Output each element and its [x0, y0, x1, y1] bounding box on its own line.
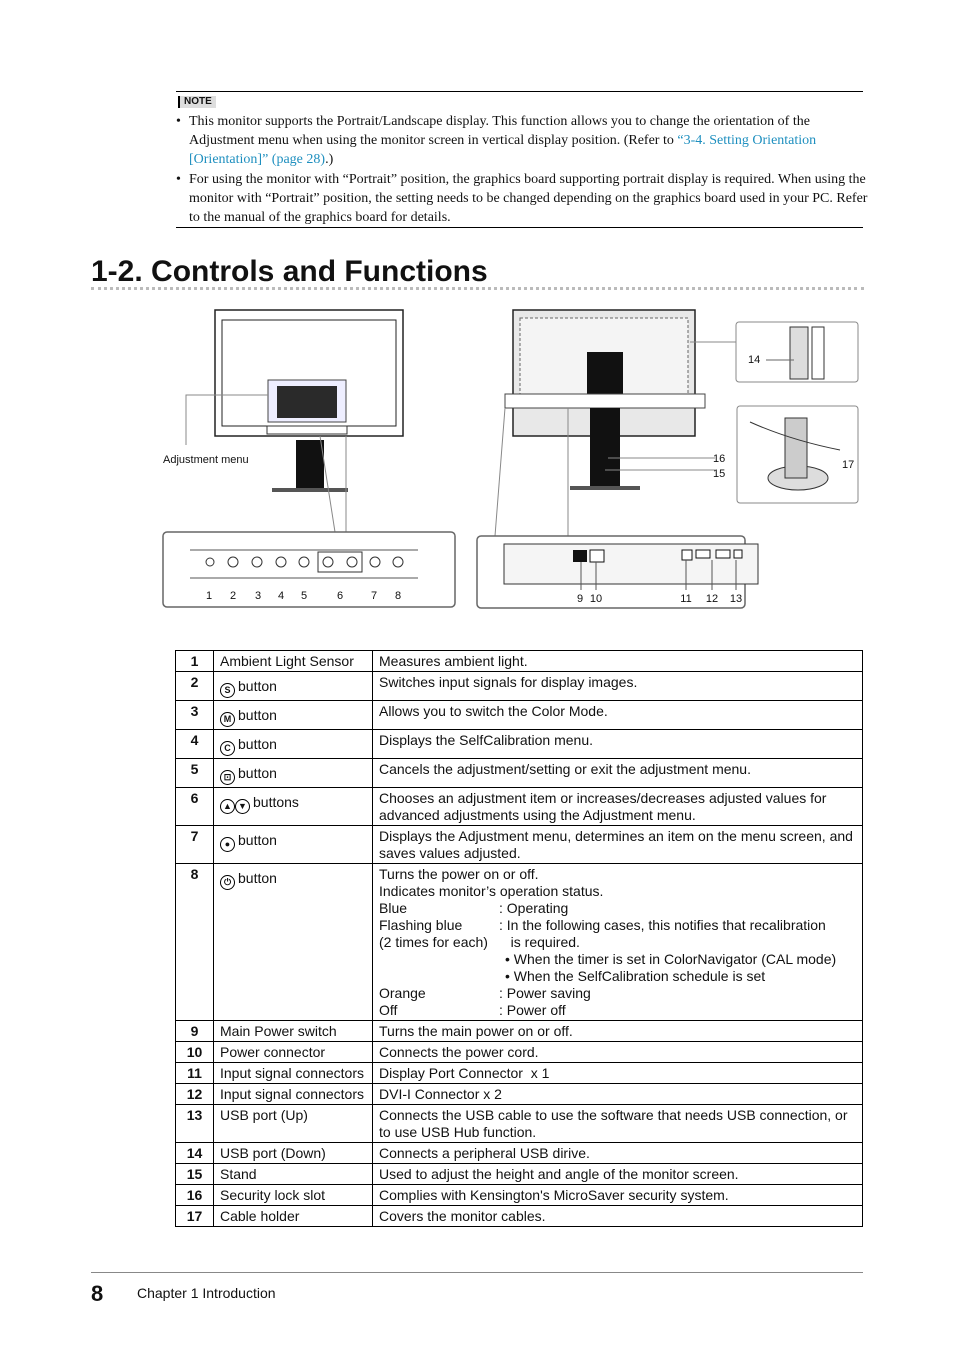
page-number: 8 — [91, 1281, 104, 1306]
heading-dotted-rule — [91, 283, 864, 290]
row-desc: Complies with Kensington's MicroSaver security system. — [373, 1185, 863, 1206]
status-value: • When the SelfCalibration schedule is set — [505, 968, 766, 984]
row-name: Input signal connectors — [214, 1063, 373, 1084]
row-desc: Switches input signals for display images. — [373, 672, 863, 701]
callout-10: 10 — [589, 593, 603, 605]
row-name: button — [238, 870, 277, 886]
row-name: Security lock slot — [214, 1185, 373, 1206]
row-name: USB port (Down) — [214, 1143, 373, 1164]
row-desc: DVI-I Connector x 2 — [373, 1084, 863, 1105]
power-desc-line-2: Indicates monitor’s operation status. — [379, 883, 604, 899]
table-row — [176, 672, 863, 701]
row-desc: Connects a peripheral USB dirive. — [373, 1143, 863, 1164]
table-row — [176, 1063, 863, 1084]
note-item-1 — [176, 112, 869, 169]
row-name: Stand — [214, 1164, 373, 1185]
row-name-cell — [214, 788, 373, 826]
rear-connector-panel — [477, 536, 758, 608]
c-button-icon: C — [220, 741, 235, 756]
status-key — [379, 951, 499, 968]
row-num: 11 — [176, 1063, 214, 1084]
row-desc: Allows you to switch the Color Mode. — [373, 701, 863, 730]
row-name-cell — [214, 730, 373, 759]
status-value: is required. — [499, 934, 580, 950]
callout-8: 8 — [394, 590, 402, 602]
row-num: 2 — [176, 672, 214, 701]
callout-4: 4 — [277, 590, 285, 602]
row-num: 10 — [176, 1042, 214, 1063]
s-button-icon — [228, 557, 238, 567]
row-name-cell — [214, 672, 373, 701]
table-row — [176, 1042, 863, 1063]
up-button-icon: ▲ — [220, 799, 235, 814]
row-num: 17 — [176, 1206, 214, 1227]
status-key: Blue — [379, 900, 408, 916]
section-heading: 1-2. Controls and Functions — [91, 255, 488, 288]
table-row — [176, 730, 863, 759]
enter-button-icon — [370, 557, 380, 567]
row-name: button — [238, 765, 277, 781]
status-key: (2 times for each) — [379, 934, 488, 950]
row-desc: Cancels the adjustment/setting or exit the adjustment menu. — [373, 759, 863, 788]
table-row — [176, 1185, 863, 1206]
power-status-list — [379, 900, 856, 1019]
row-name-cell — [214, 701, 373, 730]
power-connector-icon — [590, 550, 604, 562]
table-row — [176, 1164, 863, 1185]
row-name-cell — [214, 864, 373, 1021]
power-button-icon — [393, 557, 403, 567]
rear-monitor-drawing — [505, 310, 705, 490]
row-num: 13 — [176, 1105, 214, 1143]
row-name: button — [238, 707, 277, 723]
callout-16: 16 — [713, 453, 726, 465]
row-desc: Displays the SelfCalibration menu. — [373, 730, 863, 759]
status-value: : Power saving — [499, 985, 591, 1001]
m-button-icon: M — [220, 712, 235, 727]
row-num: 8 — [176, 864, 214, 1021]
callout-3: 3 — [254, 590, 262, 602]
table-row — [176, 1084, 863, 1105]
callout-9: 9 — [576, 593, 584, 605]
row-desc: Used to adjust the height and angle of the monitor screen. — [373, 1164, 863, 1185]
note-item-1-end: .) — [325, 152, 334, 167]
table-row — [176, 864, 863, 1021]
callout-13: 13 — [729, 593, 743, 605]
controls-figure — [150, 300, 870, 615]
status-value: : In the following cases, this notifies that recalibration — [499, 917, 826, 933]
down-button-icon — [347, 557, 357, 567]
controls-table — [175, 650, 863, 1227]
row-name: Ambient Light Sensor — [214, 651, 373, 672]
table-row — [176, 788, 863, 826]
status-value: : Operating — [499, 900, 569, 916]
status-value: • When the timer is set in ColorNavigator (CAL mode) — [505, 951, 837, 967]
row-num: 3 — [176, 701, 214, 730]
status-key: Off — [379, 1002, 398, 1018]
row-desc: Display Port Connector x 1 — [373, 1063, 863, 1084]
note-box — [176, 91, 868, 228]
row-desc: Measures ambient light. — [373, 651, 863, 672]
power-button-icon: ⏻ — [220, 875, 235, 890]
row-num: 1 — [176, 651, 214, 672]
row-num: 9 — [176, 1021, 214, 1042]
status-value: : Power off — [499, 1002, 566, 1018]
row-num: 7 — [176, 826, 214, 864]
row-num: 5 — [176, 759, 214, 788]
table-row — [176, 651, 863, 672]
power-desc-line-1: Turns the power on or off. — [379, 866, 539, 882]
row-name: buttons — [253, 794, 299, 810]
row-name: Power connector — [214, 1042, 373, 1063]
row-num: 16 — [176, 1185, 214, 1206]
row-num: 14 — [176, 1143, 214, 1164]
table-row — [176, 826, 863, 864]
row-desc: Covers the monitor cables. — [373, 1206, 863, 1227]
status-key — [379, 968, 499, 985]
row-desc: Connects the power cord. — [373, 1042, 863, 1063]
callout-11: 11 — [680, 593, 692, 605]
row-num: 15 — [176, 1164, 214, 1185]
callout-2: 2 — [229, 590, 237, 602]
front-button-panel — [163, 532, 455, 607]
row-desc: Displays the Adjustment menu, determines an item on the menu screen, and saves values adjusted. — [373, 826, 863, 864]
row-name: Main Power switch — [214, 1021, 373, 1042]
table-row — [176, 1021, 863, 1042]
callout-12: 12 — [705, 593, 719, 605]
row-desc — [373, 864, 863, 1021]
note-item-1-text: This monitor supports the Portrait/Landscape display. This function allows you to change the orientation of the Adjustment menu when using the monitor screen in vertical display position. (Refer to — [189, 114, 810, 148]
row-num: 12 — [176, 1084, 214, 1105]
callout-1: 1 — [205, 590, 213, 602]
table-row — [176, 759, 863, 788]
chapter-label: Chapter 1 Introduction — [137, 1285, 276, 1301]
row-name-cell — [214, 826, 373, 864]
bullet: • — [176, 114, 181, 129]
cable-holder-inset — [737, 406, 858, 503]
exit-button-icon: ⊡ — [220, 770, 235, 785]
footer-rule — [91, 1272, 863, 1273]
c-button-icon — [276, 557, 286, 567]
enter-button-icon: ● — [220, 837, 235, 852]
table-row — [176, 1206, 863, 1227]
callout-14: 14 — [748, 354, 761, 366]
usb-down-inset — [736, 322, 858, 382]
adjustment-menu-label: Adjustment menu — [163, 454, 249, 466]
down-button-icon: ▼ — [235, 799, 250, 814]
callout-15: 15 — [713, 468, 726, 480]
m-button-icon — [252, 557, 262, 567]
status-key: Flashing blue — [379, 917, 463, 933]
table-row — [176, 701, 863, 730]
row-name: USB port (Up) — [214, 1105, 373, 1143]
row-name-cell — [214, 759, 373, 788]
row-num: 4 — [176, 730, 214, 759]
row-num: 6 — [176, 788, 214, 826]
side-callout-lines — [605, 453, 725, 480]
row-name: button — [238, 832, 277, 848]
note-tag: NOTE — [178, 96, 216, 108]
row-desc: Chooses an adjustment item or increases/decreases adjusted values for advanced adjustments using the Adjustment menu. — [373, 788, 863, 826]
callout-6: 6 — [336, 590, 344, 602]
note-item-2 — [176, 170, 869, 227]
table-row — [176, 1143, 863, 1164]
status-key: Orange — [379, 985, 426, 1001]
bullet: • — [176, 172, 181, 187]
ambient-light-sensor-icon — [206, 558, 214, 566]
row-name: button — [238, 736, 277, 752]
callout-7: 7 — [370, 590, 378, 602]
row-name: button — [238, 678, 277, 694]
callout-17: 17 — [842, 459, 855, 471]
table-row — [176, 1105, 863, 1143]
s-button-icon: S — [220, 683, 235, 698]
row-name: Cable holder — [214, 1206, 373, 1227]
up-button-icon — [323, 557, 333, 567]
row-desc: Connects the USB cable to use the software that needs USB connection, or to use USB Hub function. — [373, 1105, 863, 1143]
power-switch-icon — [573, 550, 587, 562]
note-item-2-text: For using the monitor with “Portrait” position, the graphics board supporting portrait display is required. When using the monitor with “Portrait” position, the setting needs to be changed depending on the graphics board used in your PC. Refer to the manual of the graphics board for details. — [189, 172, 868, 225]
callout-5: 5 — [300, 590, 308, 602]
exit-button-icon — [299, 557, 309, 567]
row-name: Input signal connectors — [214, 1084, 373, 1105]
row-desc: Turns the main power on or off. — [373, 1021, 863, 1042]
orientation-link[interactable]: “3-4. Setting Orientation [Orientation]” (page 28) — [189, 133, 817, 167]
